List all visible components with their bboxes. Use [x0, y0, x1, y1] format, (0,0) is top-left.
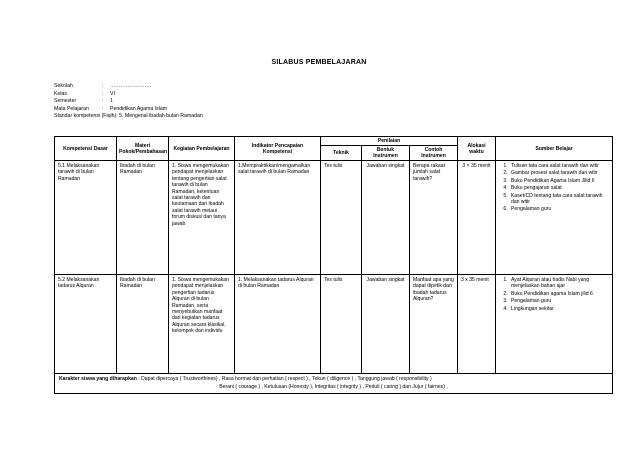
list-item: 2. Buku Pendidikan agama Islam jilid 6 [509, 291, 609, 297]
meta-key: Sekolah [54, 83, 73, 89]
meta-colon: : [102, 105, 104, 112]
meta-key: Semester [54, 98, 77, 105]
document-meta [54, 83, 203, 121]
meta-key: Mata Pelajaran [54, 105, 89, 112]
meta-row-mapel [54, 106, 203, 114]
meta-value: …………………… [110, 83, 152, 89]
table-row [55, 161, 613, 275]
footer-line1: : Dapat dipercaya ( Trustworthines) , Rasa hormat dan perhatian ( respect ) , Tekun ( diligence ) , Tanggung jawab ( responsibility ) [138, 376, 432, 382]
meta-row-sekolah [54, 83, 203, 91]
sumber-list [499, 277, 609, 312]
standar-kompetensi: Standar kompetensi (Fiqih): 5. Mengenal ibadah bulan Ramadan [54, 113, 203, 120]
footer-row [55, 374, 613, 394]
header-indikator: Indikator Pencapaian Kompetensi [235, 137, 321, 161]
meta-value: 1 [110, 98, 113, 105]
list-item: 4. Buku pengajaran salat [509, 185, 609, 191]
header-kegiatan: Kegiatan Pembelajaran [169, 137, 235, 161]
cell-indikator: 1.Mempraktikkan/mengamalkan salat tarawih di bulan Ramadan [235, 161, 321, 275]
list-item: 6. Pengalaman guru [509, 206, 609, 212]
list-item: 2. Gambar prosesi salat tarawih dan witir [509, 170, 609, 176]
cell-sumber [496, 275, 613, 374]
meta-colon: : [102, 90, 104, 97]
cell-indikator: 1. Melaksanakan tadarus Alquran di bulan Ramadan [235, 275, 321, 374]
header-penilaian: Penilaian [321, 137, 458, 146]
list-item: 4. Lingkungan sekitar [509, 306, 609, 312]
karakter-siswa [55, 374, 613, 394]
cell-kegiatan: 1. Siswa mengemukakan pendapat menjelaskan pengertian tadarus Alquran di bulan Ramadan, serta menyebutkan manfaat dari kegiatan tadarus Alquran secara klasikal, kelompok dan individu [169, 275, 235, 374]
cell-alokasi: 3 × 35 menit [458, 161, 496, 275]
list-item: 5. Kaset/CD tentang tata cara salat tarawih dan witir [509, 193, 609, 206]
syllabus-table [54, 136, 613, 394]
list-item: 1. Tulisan tata cara salat tarawih dan witir [509, 163, 609, 169]
cell-contoh: Manfaat apa yang dapat dipetik dari ibadah tadarus Alquran? [410, 275, 458, 374]
header-bentuk: Bentuk Instrumen [362, 146, 410, 161]
header-materi: Materi Pokok/Pembahasan [117, 137, 169, 161]
list-item: 3. Pengalaman guru [509, 298, 609, 304]
header-sumber: Sumber Belajar [496, 137, 613, 161]
header-alokasi: Alokasi waktu [458, 137, 496, 161]
meta-colon: : [102, 98, 104, 105]
cell-sumber [496, 161, 613, 275]
list-item: 3. Buku Pendidikan Agama Islam Jilid 6 [509, 178, 609, 184]
cell-bentuk: Jawaban singkat [362, 275, 410, 374]
cell-contoh: Berapa rakaat jumlah salat tarawih? [410, 161, 458, 275]
cell-kompetensi: 5.2 Melaksanakan tadarus Alquran [55, 275, 117, 374]
meta-value: Pendidikan Agama Islam [110, 105, 168, 112]
cell-alokasi: 3 x 35 menit [458, 275, 496, 374]
cell-kegiatan: 1. Siswa mengemukakan pendapat menjelaskan tentang pengertian salat tarawih di bulan Ramadan, ketentuan salat tarawih dan keutamaan dari ibadah salat tarawih melaui forum diskusi dan tanya jawab [169, 161, 235, 275]
list-item: 1. Ayat Alquran atau hadis Nabi yang menjelaskan bahan ajar [509, 277, 609, 290]
table-row [55, 275, 613, 374]
header-teknik: Teknik [321, 146, 362, 161]
cell-bentuk: Jawaban singkat [362, 161, 410, 275]
cell-materi: Ibadah di bulan Ramadan [117, 275, 169, 374]
footer-label: Karakter siswa yang diharapkan [59, 376, 137, 382]
cell-teknik: Tes tulis [321, 161, 362, 275]
header-contoh: Contoh Instrumen [410, 146, 458, 161]
meta-colon: : [102, 83, 104, 89]
meta-key: Kelas [54, 90, 67, 97]
header-kompetensi: Kompetensi Dasar [55, 137, 117, 161]
cell-teknik: Tes tulis [321, 275, 362, 374]
meta-row-kelas [54, 91, 203, 99]
footer-line2: Berani ( courage ) , Ketulusan (Honesty ), Integritas ( integrity ) , Peduli ( caring ) dan Jujur ( fairnes) , [219, 383, 448, 390]
cell-materi: Ibadah di bulan Ramadan [117, 161, 169, 275]
page-title: SILABUS PEMBELAJARAN [271, 59, 367, 66]
sumber-list [499, 163, 609, 213]
cell-kompetensi: 5.1 Melaksanakan tarawih di bulan Ramadan [55, 161, 117, 275]
meta-value: VI [110, 90, 115, 97]
meta-row-semester [54, 98, 203, 106]
